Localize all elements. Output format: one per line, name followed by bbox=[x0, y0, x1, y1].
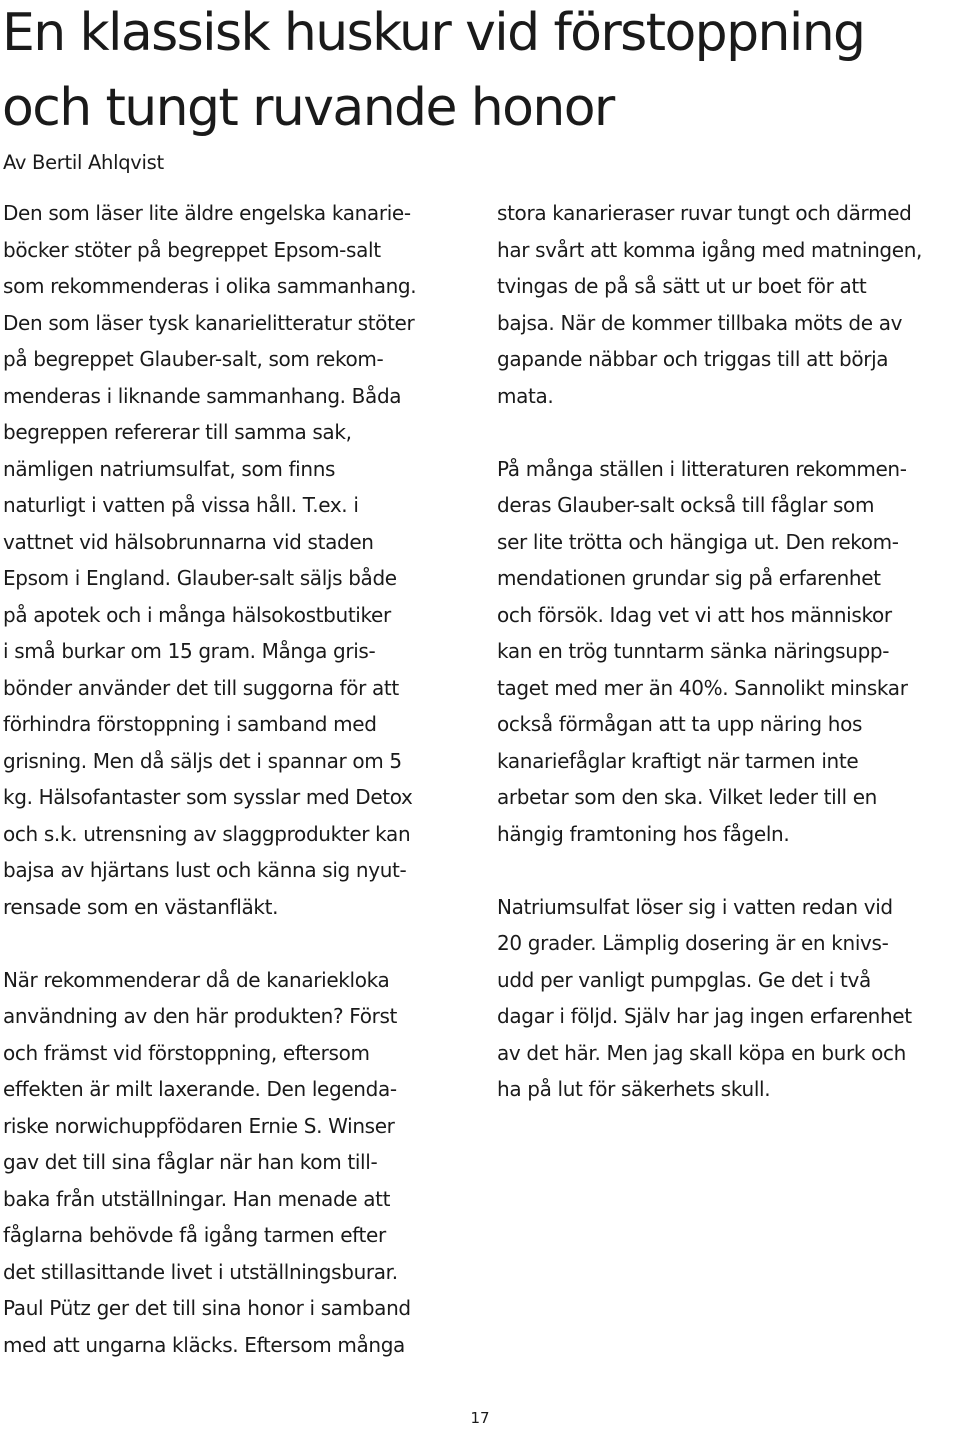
text-line: gapande näbbar och triggas till att börja bbox=[497, 347, 889, 371]
text-line: som rekommenderas i olika sammanhang. bbox=[3, 274, 417, 298]
text-line: dagar i följd. Själv har jag ingen erfarenhet bbox=[497, 1004, 912, 1028]
text-line: har svårt att komma igång med matningen, bbox=[497, 237, 923, 262]
text-line: på apotek och i många hälsokostbutiker bbox=[3, 602, 391, 627]
text-line: Natriumsulfat löser sig i vatten redan vid bbox=[497, 894, 893, 919]
text-line: med att ungarna kläcks. Eftersom många bbox=[3, 1332, 405, 1357]
text-line: Epsom i England. Glauber-salt säljs både bbox=[3, 566, 397, 590]
text-line: kg. Hälsofantaster som sysslar med Detox bbox=[3, 785, 413, 809]
text-line: förhindra förstoppning i samband med bbox=[3, 712, 377, 736]
text-line: bönder använder det till suggorna för att bbox=[3, 675, 399, 700]
text-line: På många ställen i litteraturen rekommen- bbox=[497, 456, 907, 481]
body-paragraph bbox=[3, 195, 473, 925]
text-line: fåglarna behövde få igång tarmen efter bbox=[3, 1223, 386, 1247]
text-line: deras Glauber-salt också till fåglar som bbox=[497, 493, 875, 517]
body-paragraph bbox=[497, 889, 960, 1108]
text-line: När rekommenderar då de kanariekloka bbox=[3, 967, 390, 992]
text-line: udd per vanligt pumpglas. Ge det i två bbox=[497, 967, 871, 992]
text-line: bajsa. När de kommer tillbaka möts de av bbox=[497, 310, 903, 335]
byline: Av Bertil Ahlqvist bbox=[3, 151, 164, 174]
text-line: taget med mer än 40%. Sannolikt minskar bbox=[497, 675, 908, 700]
text-line: menderas i liknande sammanhang. Båda bbox=[3, 383, 402, 408]
title-line: En klassisk huskur vid förstoppning bbox=[2, 3, 865, 63]
text-line: effekten är milt laxerande. Den legenda- bbox=[3, 1077, 397, 1101]
text-line: på begreppet Glauber-salt, som rekom- bbox=[3, 347, 384, 371]
text-line: kan en trög tunntarm sänka näringsupp- bbox=[497, 639, 890, 663]
text-line: också förmågan att ta upp näring hos bbox=[497, 712, 863, 736]
text-line: ha på lut för säkerhets skull. bbox=[497, 1077, 771, 1101]
page-number: 17 bbox=[470, 1409, 490, 1427]
text-line: Paul Pütz ger det till sina honor i samband bbox=[3, 1296, 411, 1320]
text-line: det stillasittande livet i utställningsburar. bbox=[3, 1259, 398, 1284]
text-line: gav det till sina fåglar när han kom till- bbox=[3, 1150, 378, 1174]
text-line: hängig framtoning hos fågeln. bbox=[497, 821, 790, 846]
article-title bbox=[2, 0, 864, 146]
text-line: mendationen grundar sig på erfarenhet bbox=[497, 566, 881, 590]
text-line: tvingas de på så sätt ut ur boet för att bbox=[497, 274, 867, 298]
text-line: begreppen refererar till samma sak, bbox=[3, 420, 352, 444]
text-line: och främst vid förstoppning, eftersom bbox=[3, 1040, 370, 1065]
text-line: av det här. Men jag skall köpa en burk och bbox=[497, 1040, 907, 1065]
text-line: i små burkar om 15 gram. Många gris- bbox=[3, 639, 376, 663]
text-line: rensade som en västanfläkt. bbox=[3, 894, 279, 919]
text-line: användning av den här produkten? Först bbox=[3, 1004, 398, 1028]
text-line: stora kanarieraser ruvar tungt och därmed bbox=[497, 201, 912, 225]
body-paragraph bbox=[497, 195, 960, 414]
body-paragraph bbox=[497, 451, 960, 853]
text-line: Den som läser tysk kanarielitteratur stöter bbox=[3, 310, 415, 335]
body-paragraph bbox=[3, 962, 473, 1364]
text-line: kanariefåglar kraftigt när tarmen inte bbox=[497, 748, 859, 773]
text-line: och s.k. utrensning av slaggprodukter kan bbox=[3, 821, 411, 846]
text-line: baka från utställningar. Han menade att bbox=[3, 1186, 391, 1211]
text-line: och försök. Idag vet vi att hos människor bbox=[497, 602, 892, 627]
text-line: arbetar som den ska. Vilket leder till en bbox=[497, 785, 877, 809]
text-line: ser lite trötta och hängiga ut. Den rekom- bbox=[497, 529, 899, 554]
text-line: riske norwichuppfödaren Ernie S. Winser bbox=[3, 1113, 395, 1138]
text-line: böcker stöter på begreppet Epsom-salt bbox=[3, 237, 381, 262]
text-line: nämligen natriumsulfat, som finns bbox=[3, 456, 336, 481]
text-line: vattnet vid hälsobrunnarna vid staden bbox=[3, 529, 374, 554]
right-column bbox=[497, 195, 960, 1144]
text-line: grisning. Men då säljs det i spannar om 5 bbox=[3, 748, 402, 773]
text-line: 20 grader. Lämplig dosering är en knivs- bbox=[497, 931, 889, 955]
text-line: Den som läser lite äldre engelska kanarie- bbox=[3, 201, 411, 225]
text-line: bajsa av hjärtans lust och känna sig nyut- bbox=[3, 858, 407, 882]
text-line: naturligt i vatten på vissa håll. T.ex. i bbox=[3, 493, 359, 517]
text-line: mata. bbox=[497, 383, 554, 408]
left-column bbox=[3, 195, 473, 1400]
title-line: och tungt ruvande honor bbox=[2, 78, 614, 138]
